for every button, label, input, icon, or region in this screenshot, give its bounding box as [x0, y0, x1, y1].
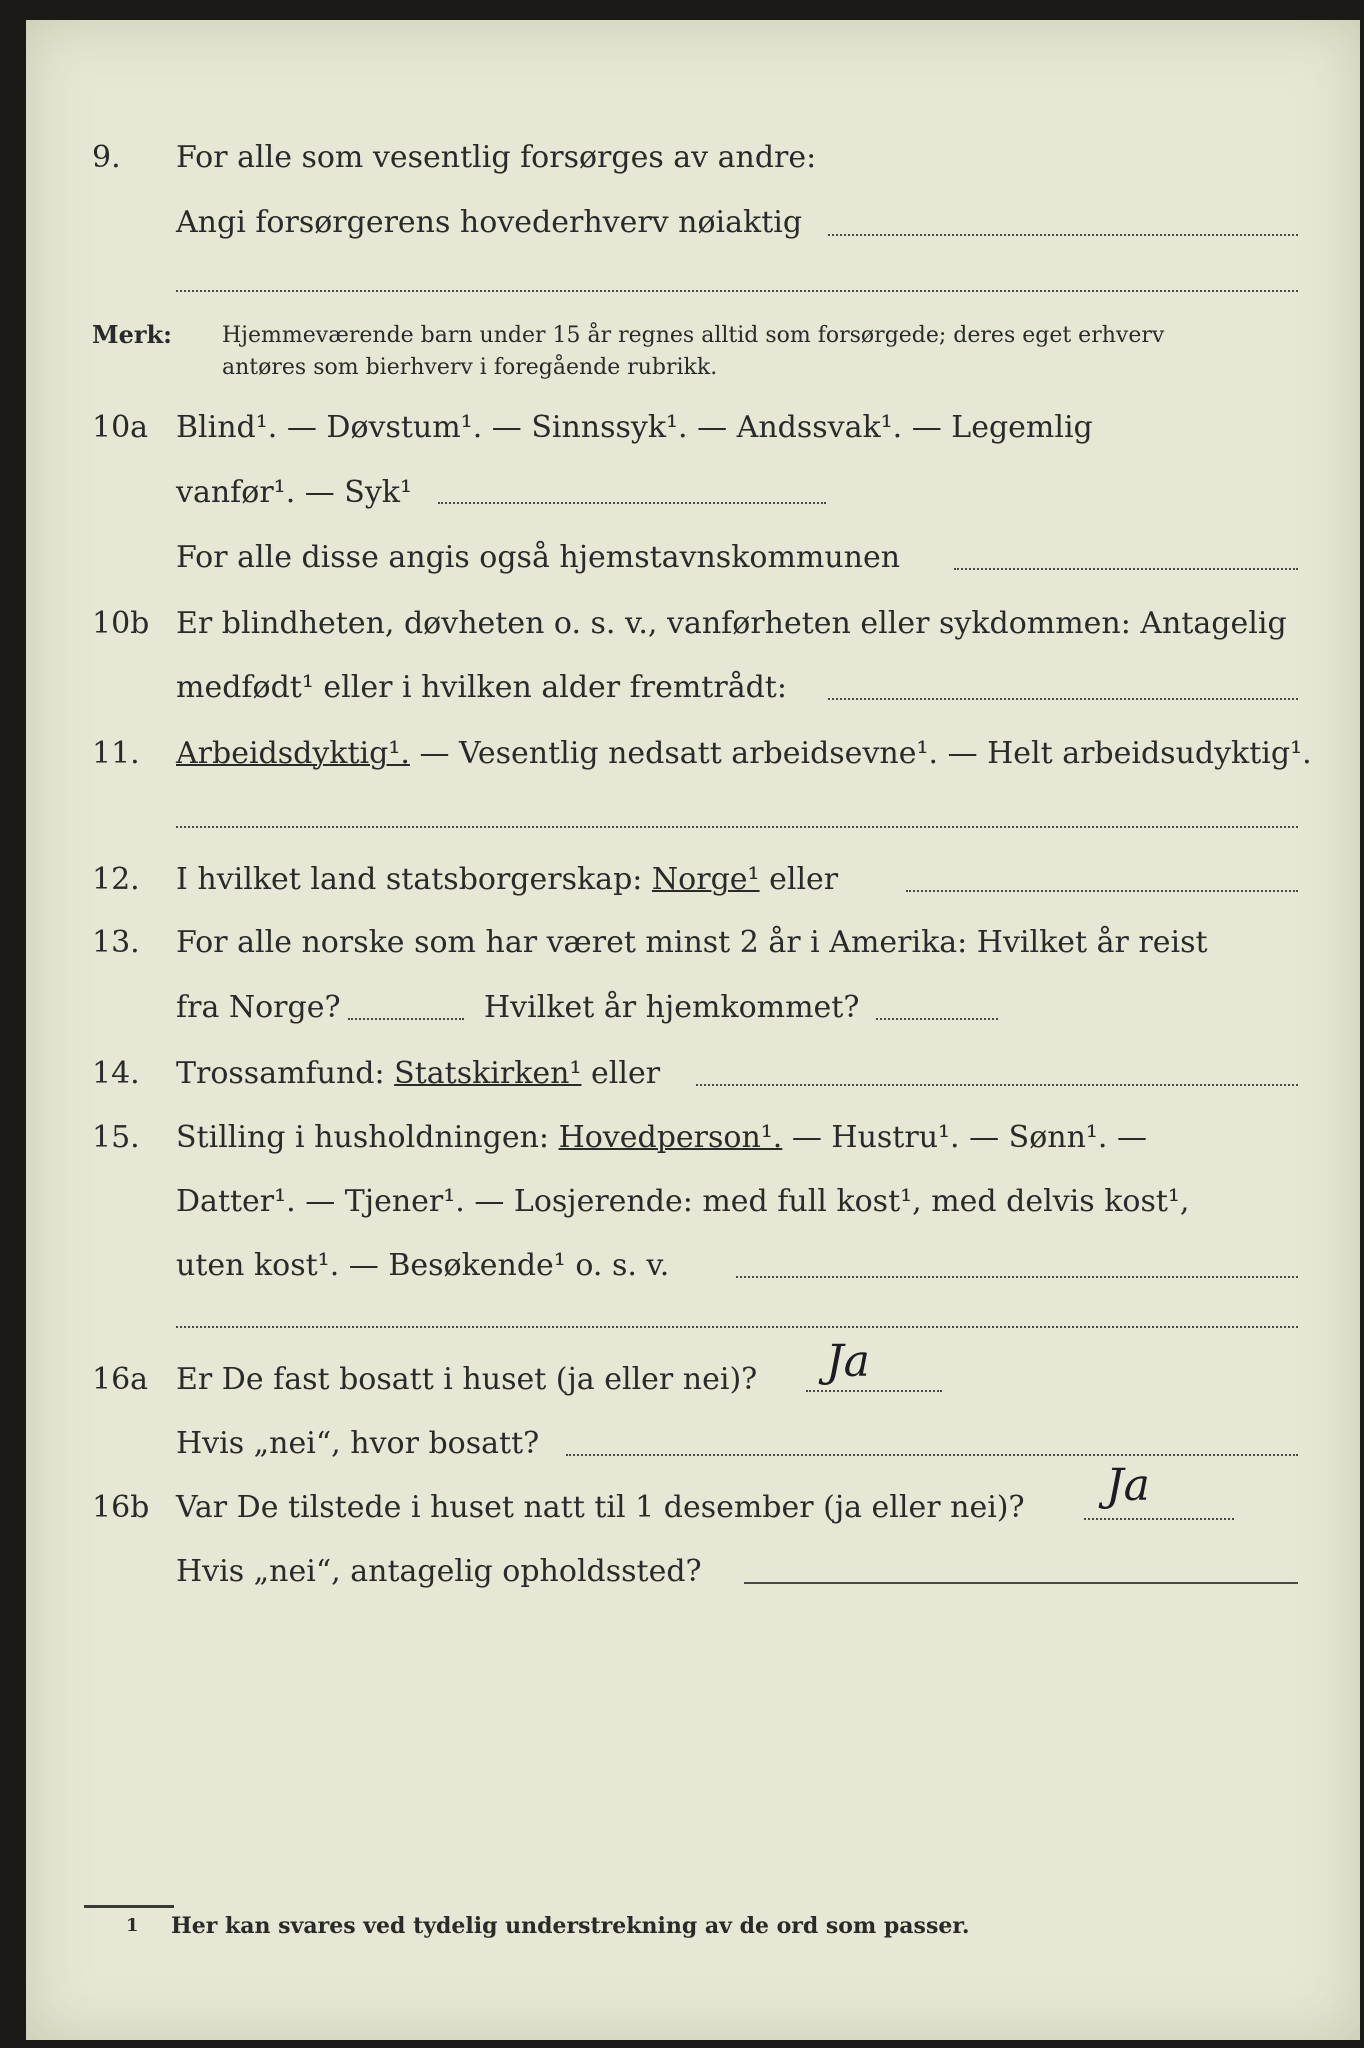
question-9-number: 9. — [92, 140, 121, 175]
question-12-prefix: I hvilket land statsborgerskap: — [176, 862, 652, 897]
question-10a-hometown-line[interactable] — [954, 568, 1298, 570]
question-16b-location-line[interactable] — [744, 1582, 1298, 1584]
question-10b-text: Er blindheten, døvheten o. s. v., vanførheten eller sykdommen: Antagelig — [176, 606, 1287, 641]
question-10a-text-2: vanfør¹. — Syk¹ — [176, 475, 413, 510]
question-12-text — [176, 862, 838, 897]
question-16b-text: Var De tilstede i huset natt til 1 desember (ja eller nei)? — [176, 1490, 1025, 1525]
question-13-left-label: fra Norge? — [176, 990, 341, 1025]
option-norge[interactable]: Norge¹ — [651, 862, 760, 897]
question-15-number: 15. — [92, 1120, 140, 1155]
question-10b-text-2: medfødt¹ eller i hvilken alder fremtrådt: — [176, 670, 787, 705]
question-10a-number: 10a — [92, 410, 149, 445]
question-15-text-2: Datter¹. — Tjener¹. — Losjerende: med full kost¹, med delvis kost¹, — [176, 1184, 1190, 1219]
question-16b-answer-line[interactable] — [1084, 1518, 1234, 1520]
question-14-prefix: Trossamfund: — [176, 1056, 395, 1091]
question-11-answer-line[interactable] — [176, 826, 1298, 828]
question-15-text-3: uten kost¹. — Besøkende¹ o. s. v. — [176, 1248, 670, 1283]
question-10a-text: Blind¹. — Døvstum¹. — Sinnssyk¹. — Andssvak¹. — Legemlig — [176, 410, 1093, 445]
question-16a-text-2: Hvis „nei“, hvor bosatt? — [176, 1426, 540, 1461]
question-14-suffix: eller — [581, 1056, 661, 1091]
question-10b-answer-line[interactable] — [828, 698, 1298, 700]
option-hovedperson[interactable]: Hovedperson¹. — [558, 1120, 783, 1155]
question-15-suffix: — Hustru¹. — Sønn¹. — — [782, 1120, 1148, 1155]
question-16b-handwritten-answer: Ja — [1106, 1460, 1150, 1511]
question-16a-residence-line[interactable] — [566, 1454, 1298, 1456]
question-16a-handwritten-answer: Ja — [826, 1336, 870, 1387]
merk-text-line-1: Hjemmeværende barn under 15 år regnes alltid som forsørgede; deres eget erhverv — [222, 323, 1165, 348]
question-14-text — [176, 1056, 660, 1091]
question-15-answer-line-2[interactable] — [176, 1326, 1298, 1328]
question-11-number: 11. — [92, 736, 140, 771]
option-statskirken[interactable]: Statskirken¹ — [394, 1056, 582, 1091]
footnote-rule — [84, 1905, 174, 1908]
question-16a-number: 16a — [92, 1362, 149, 1397]
question-16b-number: 16b — [92, 1490, 150, 1525]
census-form-page — [26, 20, 1360, 2040]
question-16a-answer-line[interactable] — [806, 1390, 942, 1392]
question-12-suffix: eller — [759, 862, 839, 897]
question-12-answer-line[interactable] — [906, 890, 1298, 892]
question-9-text: For alle som vesentlig forsørges av andre: — [176, 140, 817, 175]
question-16b-text-2: Hvis „nei“, antagelig opholdssted? — [176, 1554, 702, 1589]
question-12-number: 12. — [92, 862, 140, 897]
question-10b-number: 10b — [92, 606, 150, 641]
question-16a-text: Er De fast bosatt i huset (ja eller nei)? — [176, 1362, 758, 1397]
question-10a-answer-line[interactable] — [438, 502, 826, 504]
option-arbeidsdyktig[interactable]: Arbeidsdyktig¹. — [176, 736, 410, 771]
merk-text-line-2: antøres som bierhverv i foregående rubrikk. — [222, 355, 718, 380]
question-13-number: 13. — [92, 925, 140, 960]
question-11-rest: — Vesentlig nedsatt arbeidsevne¹. — Helt arbeidsudyktig¹. — [409, 736, 1312, 771]
question-9-answer-line[interactable] — [828, 234, 1298, 236]
question-13-return-year-line[interactable] — [876, 1018, 998, 1020]
question-15-text — [176, 1120, 1147, 1155]
question-15-prefix: Stilling i husholdningen: — [176, 1120, 559, 1155]
question-11-text — [176, 736, 1312, 771]
question-9-answer-line-2[interactable] — [176, 290, 1298, 292]
merk-label: Merk: — [92, 320, 172, 349]
question-14-answer-line[interactable] — [696, 1084, 1298, 1086]
question-14-number: 14. — [92, 1056, 140, 1091]
question-13-right-label: Hvilket år hjemkommet? — [484, 990, 860, 1025]
question-15-answer-line[interactable] — [736, 1276, 1298, 1278]
footnote-text: Her kan svares ved tydelig understrekning av de ord som passer. — [171, 1913, 970, 1939]
question-9-subtext: Angi forsørgerens hovederhverv nøiaktig — [176, 205, 803, 240]
footnote-mark: 1 — [126, 1915, 139, 1936]
question-13-text: For alle norske som har været minst 2 år i Amerika: Hvilket år reist — [176, 925, 1208, 960]
question-10a-text-3: For alle disse angis også hjemstavnskommunen — [176, 540, 901, 575]
question-13-emigration-year-line[interactable] — [348, 1018, 464, 1020]
